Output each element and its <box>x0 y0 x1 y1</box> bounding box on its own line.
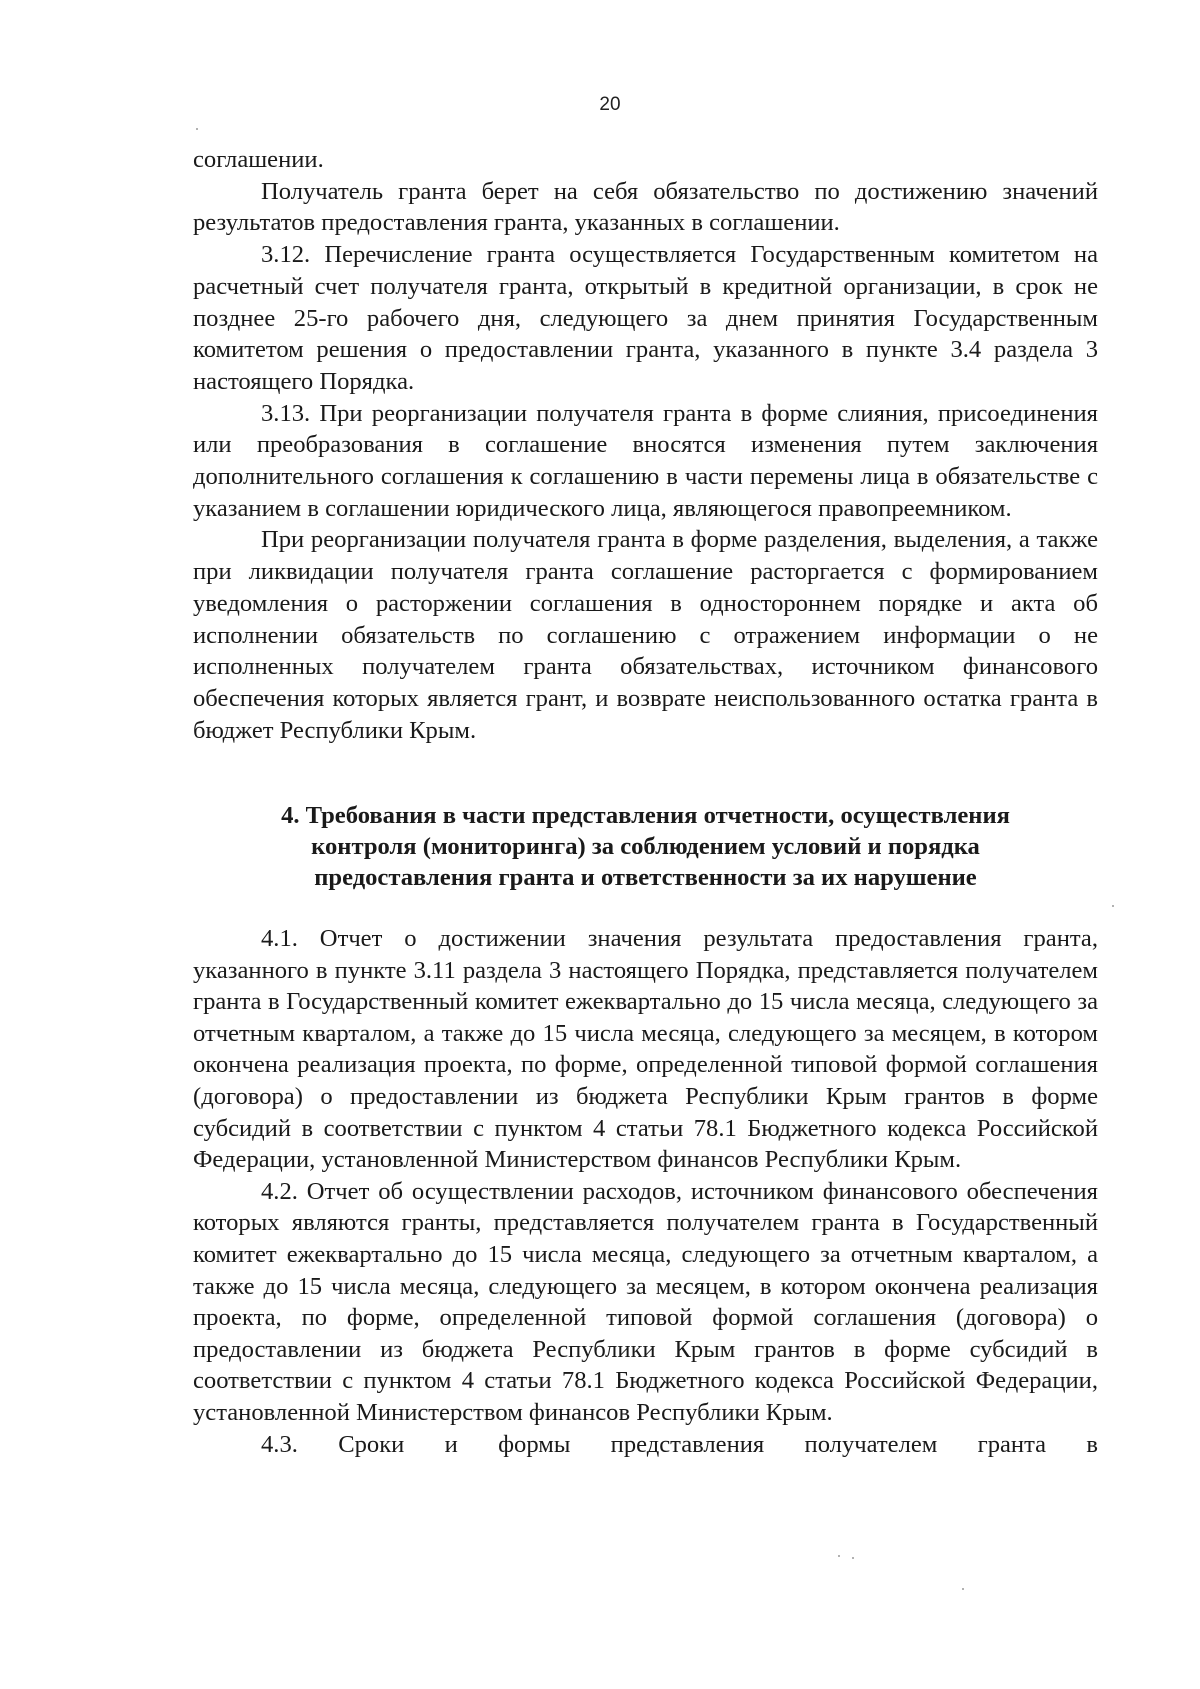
paragraph-4-3: 4.3. Сроки и формы представления получателем гранта в <box>261 1430 1098 1458</box>
scan-speck <box>196 128 198 130</box>
heading-line: 4. Требования в части представления отчетности, осуществления <box>281 802 1010 829</box>
continuation-text: соглашении. <box>193 146 324 173</box>
paragraph-3-12: 3.12. Перечисление гранта осуществляется Государственным комитетом на расчетный счет получателя гранта, открытый в кредитной организации, в срок не позднее 25-го рабочего дня, следующего за днем принятия Государственным комитетом решения о предоставлении гранта, указанного в пункте 3.4 раздела 3 настоящего Порядка. <box>193 241 1098 395</box>
page-number: 20 <box>599 94 621 115</box>
paragraph-4-1: 4.1. Отчет о достижении значения результата предоставления гранта, указанного в пункте 3.11 раздела 3 настоящего Порядка, представляется получателем гранта в Государственный комитет ежеквартально до 15 числа месяца, следующего за отчетным кварталом, а также до 15 числа месяца, следующего за месяцем, в котором окончена реализация проекта, по форме, определенной типовой формой соглашения (договора) о предоставлении из бюджета Республики Крым грантов в форме субсидий в соответствии с пунктом 4 статьи 78.1 Бюджетного кодекса Российской Федерации, установленной Министерством финансов Республики Крым. <box>193 925 1098 1174</box>
paragraph-4-2: 4.2. Отчет об осуществлении расходов, источником финансового обеспечения которых являются гранты, представляется получателем гранта в Государственный комитет ежеквартально до 15 числа месяца, следующего за отчетным кварталом, а также до 15 числа месяца, следующего за месяцем, в котором окончена реализация проекта, по форме, определенной типовой формой соглашения (договора) о предоставлении из бюджета Республики Крым грантов в форме субсидий в соответствии с пунктом 4 статьи 78.1 Бюджетного кодекса Российской Федерации, установленной Министерством финансов Республики Крым. <box>193 1177 1098 1426</box>
scan-speck <box>838 1555 840 1557</box>
heading-line: контроля (мониторинга) за соблюдением условий и порядка <box>311 833 980 860</box>
scan-speck <box>962 1588 964 1590</box>
section-3-body <box>193 144 1098 746</box>
scan-speck <box>1112 905 1114 907</box>
paragraph-obligation: Получатель гранта берет на себя обязательство по достижению значений результатов предоставления гранта, указанных в соглашении. <box>193 177 1098 237</box>
scan-speck <box>852 1557 854 1559</box>
paragraph-3-13: 3.13. При реорганизации получателя гранта в форме слияния, присоединения или преобразования в соглашение вносятся изменения путем заключения дополнительного соглашения к соглашению в части перемены лица в обязательстве с указанием в соглашении юридического лица, являющегося правопреемником. <box>193 399 1098 522</box>
paragraph-reorganization-split: При реорганизации получателя гранта в форме разделения, выделения, а также при ликвидации получателя гранта соглашение расторгается с формированием уведомления о расторжении соглашения в одностороннем порядке и акта об исполнении обязательств по соглашению с отражением информации о не исполненных получателем гранта обязательствах, источником финансового обеспечения которых является грант, и возврате неиспользованного остатка гранта в бюджет Республики Крым. <box>193 526 1098 744</box>
section-4-body <box>193 923 1098 1460</box>
heading-line: предоставления гранта и ответственности за их нарушение <box>314 864 977 891</box>
section-4-heading <box>193 800 1098 893</box>
